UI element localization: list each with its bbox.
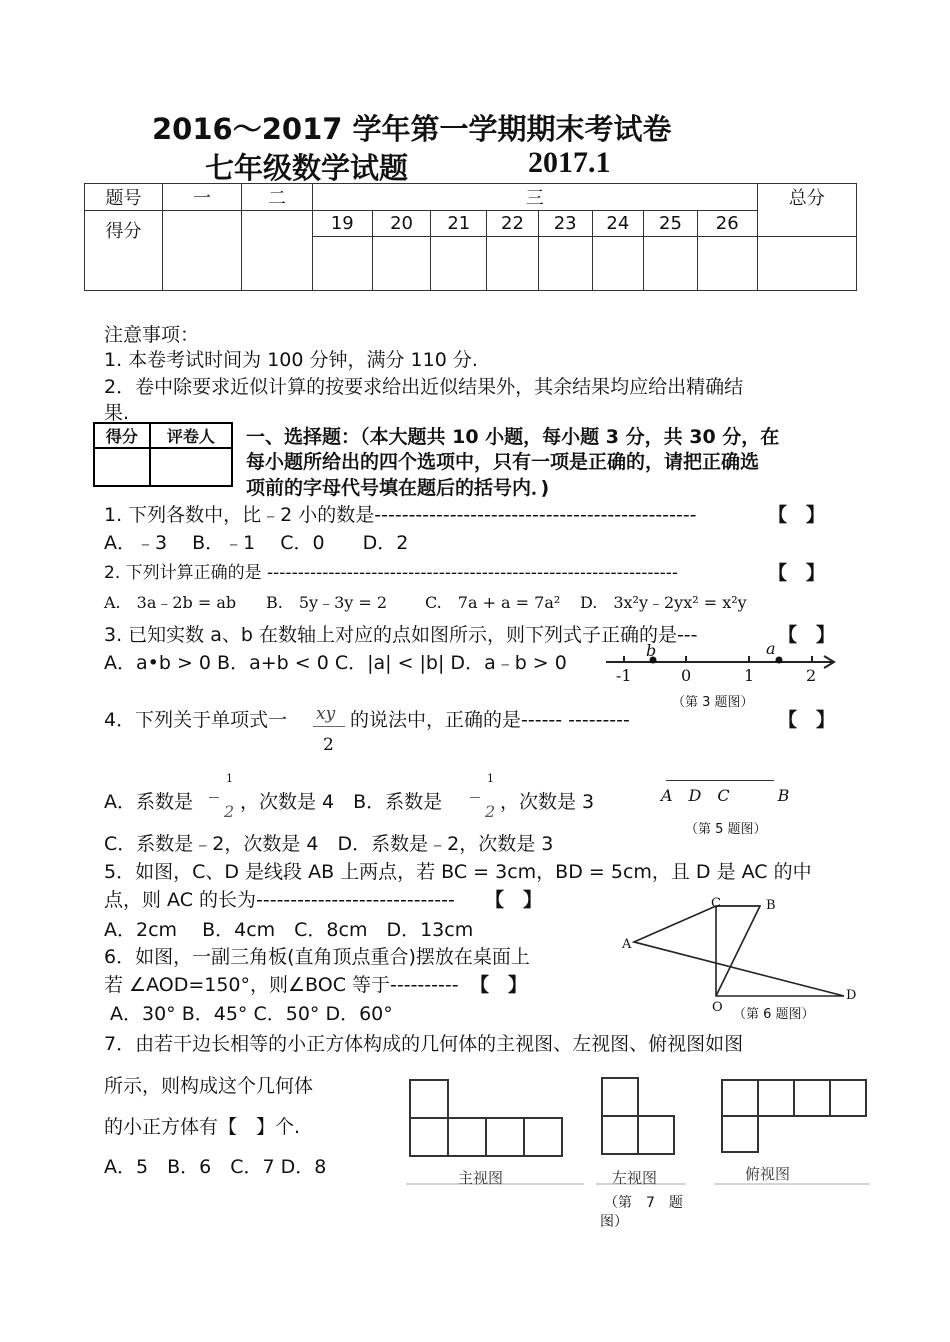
section1-line2: 每小题所给出的四个选项中，只有一项是正确的，请把正确选 [246, 451, 760, 473]
label-tihao: 题号 [85, 184, 163, 211]
q2-answer-bracket[interactable]: 【 】 [768, 562, 826, 584]
q5-point-labels: A D C B [661, 786, 790, 805]
q2-option-a: A. 3a﹣2b = ab [104, 593, 237, 612]
q2-option-d: D. 3x²y﹣2yx² = x²y [580, 593, 747, 612]
q3-answer-bracket[interactable]: 【 】 [778, 624, 836, 646]
sub-26: 26 [697, 211, 757, 237]
q7-top-view-label: 俯视图 [745, 1165, 791, 1183]
q4-options-cd: C．系数是﹣2，次数是 4 D．系数是﹣2，次数是 3 [104, 833, 554, 855]
col-two: 二 [242, 184, 313, 211]
q3-tick-2: 2 [806, 666, 817, 685]
q3-tick-1: 1 [744, 666, 755, 685]
score-cell-2[interactable] [242, 211, 313, 291]
score-cell-1[interactable] [163, 211, 242, 291]
q3-point-b: b [646, 641, 657, 660]
grader-box [93, 422, 233, 487]
section1-line1: 一、选择题：（本大题共 10 小题，每小题 3 分，共 30 分，在 [246, 426, 780, 448]
q6-point-c: C [711, 896, 721, 911]
q5-line1: 5．如图，C、D 是线段 AB 上两点，若 BC = 3cm，BD = 5cm，且 D 是 AC 的中 [104, 861, 812, 883]
q7-line1: 7．由若干边长相等的小正方体构成的几何体的主视图、左视图、俯视图如图 [104, 1033, 744, 1055]
q5-options: A．2cm B．4cm C．8cm D．13cm [104, 919, 474, 941]
score-cell-25[interactable] [644, 237, 698, 291]
q3-tick-neg1: -1 [616, 666, 632, 685]
q3-caption: （第 3 题图） [672, 695, 754, 710]
q3-options: A．a•b > 0 B．a+b < 0 C．|a| < |b| D．a﹣b > 0 [104, 652, 567, 674]
score-cell-20[interactable] [372, 237, 431, 291]
q6-line2: 若 ∠AOD=150°，则∠BOC 等于---------- [104, 974, 459, 996]
col-three: 三 [312, 184, 757, 211]
q6-line1: 6．如图，一副三角板(直角顶点重合)摆放在桌面上 [104, 946, 530, 968]
col-total: 总分 [757, 184, 856, 237]
q4-answer-bracket[interactable]: 【 】 [778, 709, 836, 731]
q4-monomial-den: 2 [323, 735, 334, 755]
sub-19: 19 [312, 211, 372, 237]
q7-line2: 所示，则构成这个几何体 [104, 1075, 314, 1097]
label-defen: 得分 [85, 211, 163, 291]
q6-triangles [620, 892, 860, 1004]
q2-stem: 2. 下列计算正确的是 ------------------------------------------------------------------- [104, 563, 679, 583]
q6-options: A．30° B．45° C．50° D．60° [110, 1003, 393, 1025]
q4-stem-a: 4．下列关于单项式一 [104, 709, 288, 731]
q6-answer-bracket[interactable]: 【 】 [470, 974, 528, 996]
sub-22: 22 [487, 211, 539, 237]
q4-option-b-tail: ，次数是 3 [500, 791, 595, 813]
q6-point-a: A [622, 937, 632, 952]
q7-main-view-label: 主视图 [458, 1169, 504, 1187]
score-cell-21[interactable] [431, 237, 487, 291]
exam-date: 2017.1 [528, 146, 611, 179]
note-1: 1. 本卷考试时间为 100 分钟，满分 110 分. [104, 349, 478, 371]
q2-option-c: C. 7a + a = 7a² [425, 593, 561, 612]
q6-caption: （第 6 题图） [733, 1007, 815, 1022]
q4-option-b-num: 1 [487, 772, 494, 785]
q4-option-a-minus [209, 797, 219, 798]
q2-option-b: B. 5y﹣3y = 2 [266, 593, 388, 612]
sub-24: 24 [592, 211, 644, 237]
q1-stem: 1. 下列各数中，比﹣2 小的数是----------------------------------------------- [104, 504, 697, 526]
q7-line3: 的小正方体有【 】个. [104, 1116, 301, 1138]
grader-name-cell[interactable] [150, 448, 232, 486]
q3-point-a: a [766, 639, 776, 658]
q1-options: A．﹣3 B．﹣1 C．0 D．2 [104, 532, 409, 554]
score-cell-23[interactable] [538, 237, 592, 291]
score-cell-22[interactable] [487, 237, 539, 291]
sub-23: 23 [538, 211, 592, 237]
q4-option-b-den: 2 [485, 802, 496, 821]
note-2: 2．卷中除要求近似计算的按要求给出近似结果外，其余结果均应给出精确结 [104, 376, 744, 398]
q7-caption-line2: 图） [600, 1214, 628, 1230]
q6-point-o: O [712, 1000, 723, 1015]
q4-option-a-den: 2 [224, 802, 235, 821]
q3-stem: 3. 已知实数 a、b 在数轴上对应的点如图所示，则下列式子正确的是--- [104, 624, 698, 646]
q4-stem-b: 的说法中，正确的是------ --------- [350, 709, 630, 731]
score-cell-24[interactable] [592, 237, 644, 291]
grader-score-cell[interactable] [94, 448, 150, 486]
q1-answer-bracket[interactable]: 【 】 [768, 504, 826, 526]
note-2-cont: 果. [104, 402, 130, 424]
exam-title: 2016～2017 学年第一学期期末考试卷 [152, 112, 672, 146]
q4-option-b-minus [470, 797, 480, 798]
col-one: 一 [163, 184, 242, 211]
exam-subtitle: 七年级数学试题 [205, 151, 409, 185]
score-cell-26[interactable] [697, 237, 757, 291]
q7-caption-line1: （第 7 题 [604, 1195, 683, 1211]
q4-monomial-num: xy [316, 704, 336, 724]
q4-option-a-label: A．系数是 [104, 791, 193, 813]
q4-option-ab-mid: ，次数是 4 B．系数是 [240, 791, 443, 813]
q6-point-b: B [766, 898, 776, 913]
section1-line3: 项前的字母代号填在题后的括号内．) [246, 477, 550, 499]
q5-line2: 点，则 AC 的长为----------------------------- [104, 889, 455, 911]
q5-segment [666, 780, 774, 781]
q5-caption: （第 5 题图） [685, 822, 767, 837]
sub-21: 21 [431, 211, 487, 237]
q6-point-d: D [846, 988, 857, 1003]
q7-left-view-label: 左视图 [612, 1169, 658, 1187]
score-cell-19[interactable] [312, 237, 372, 291]
score-cell-total[interactable] [757, 237, 856, 291]
sub-20: 20 [372, 211, 431, 237]
score-table [84, 183, 857, 291]
q5-answer-bracket[interactable]: 【 】 [485, 889, 543, 911]
q7-options: A．5 B．6 C．7 D．8 [104, 1156, 327, 1178]
q3-tick-0: 0 [681, 666, 692, 685]
q4-option-a-num: 1 [226, 772, 233, 785]
grader-name-label: 评卷人 [150, 423, 232, 448]
notes-heading: 注意事项： [104, 324, 200, 346]
grader-score-label: 得分 [94, 423, 150, 448]
q4-fraction-bar [313, 726, 345, 727]
sub-25: 25 [644, 211, 698, 237]
